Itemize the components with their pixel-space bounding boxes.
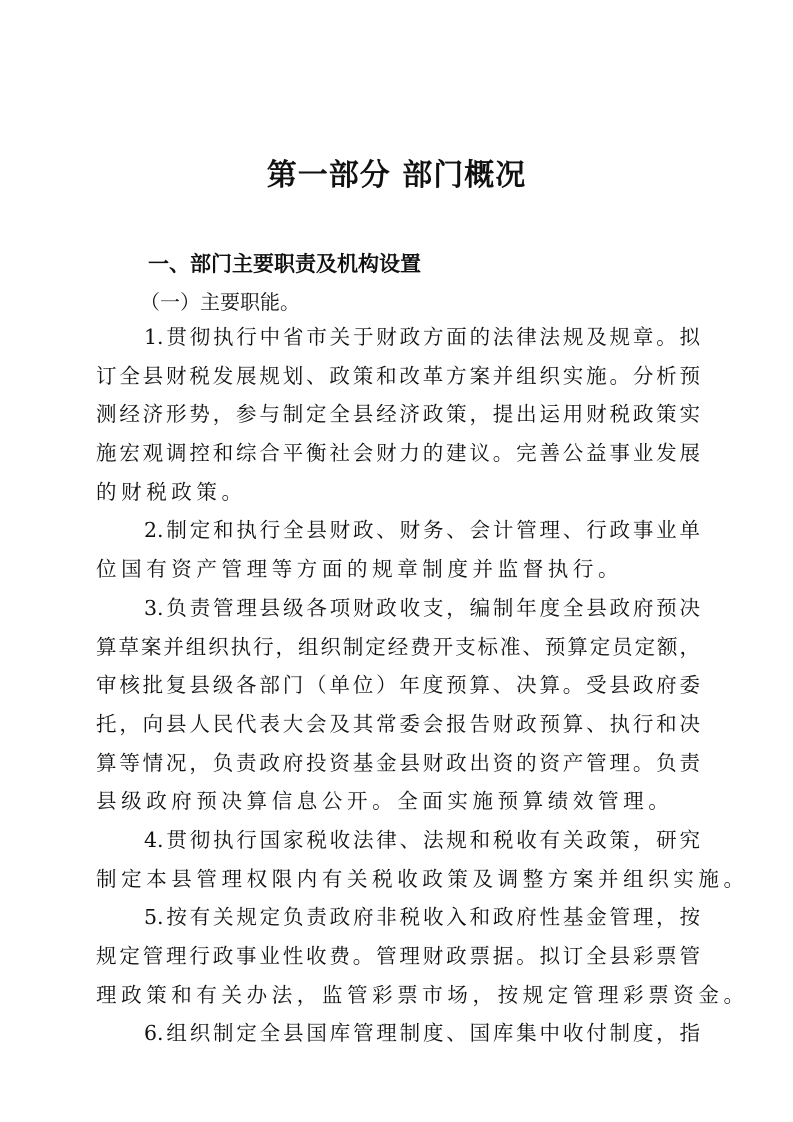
- paragraph: [96, 1014, 706, 1053]
- paragraph-line: 规定管理行政事业性收费。管理财政票据。拟订全县彩票管: [96, 944, 700, 968]
- paragraph-line: 订全县财税发展规划、政策和改革方案并组织实施。分析预: [96, 363, 700, 388]
- paragraph: [96, 589, 706, 821]
- subsection-heading: （一）主要职能。: [140, 290, 300, 314]
- paragraph: [96, 511, 706, 588]
- paragraph-line: 制定本县管理权限内有关税收政策及调整方案并组织实施。: [96, 866, 749, 891]
- paragraph-line: 施宏观调控和综合平衡社会财力的建议。完善公益事业发展: [96, 441, 700, 466]
- body-text: [96, 318, 749, 1053]
- paragraph: [96, 898, 749, 1014]
- page-title: 第一部分 部门概况: [266, 158, 527, 193]
- paragraph-line: 县级政府预决算信息公开。全面实施预算绩效管理。: [96, 789, 674, 814]
- paragraph: [96, 318, 706, 511]
- paragraph-line: 5.按有关规定负责政府非税收入和政府性基金管理，按: [144, 905, 700, 930]
- paragraph-line: 的财税政策。: [96, 479, 247, 504]
- paragraph-line: 4.贯彻执行国家税收法律、法规和税收有关政策，研究: [144, 827, 700, 852]
- paragraph-line: 测经济形势，参与制定全县经济政策，提出运用财税政策实: [96, 402, 700, 427]
- paragraph-line: 3.负责管理县级各项财政收支，编制年度全县政府预决: [144, 595, 700, 620]
- paragraph-line: 位国有资产管理等方面的规章制度并监督执行。: [96, 557, 624, 582]
- section-heading: 一、部门主要职责及机构设置: [148, 252, 421, 276]
- paragraph: [96, 821, 749, 898]
- paragraph-line: 2.制定和执行全县财政、财务、会计管理、行政事业单: [144, 518, 700, 543]
- paragraph-line: 审核批复县级各部门（单位）年度预算、决算。受县政府委: [96, 673, 700, 698]
- paragraph-line: 算等情况，负责政府投资基金县财政出资的资产管理。负责: [96, 750, 700, 775]
- paragraph-line: 6.组织制定全县国库管理制度、国库集中收付制度，指: [144, 1021, 700, 1046]
- paragraph-line: 托，向县人民代表大会及其常委会报告财政预算、执行和决: [96, 711, 700, 736]
- paragraph-line: 算草案并组织执行，组织制定经费开支标准、预算定员定额，: [96, 634, 700, 659]
- paragraph-line: 理政策和有关办法，监管彩票市场，按规定管理彩票资金。: [96, 982, 749, 1007]
- paragraph-line: 1.贯彻执行中省市关于财政方面的法律法规及规章。拟: [144, 325, 700, 349]
